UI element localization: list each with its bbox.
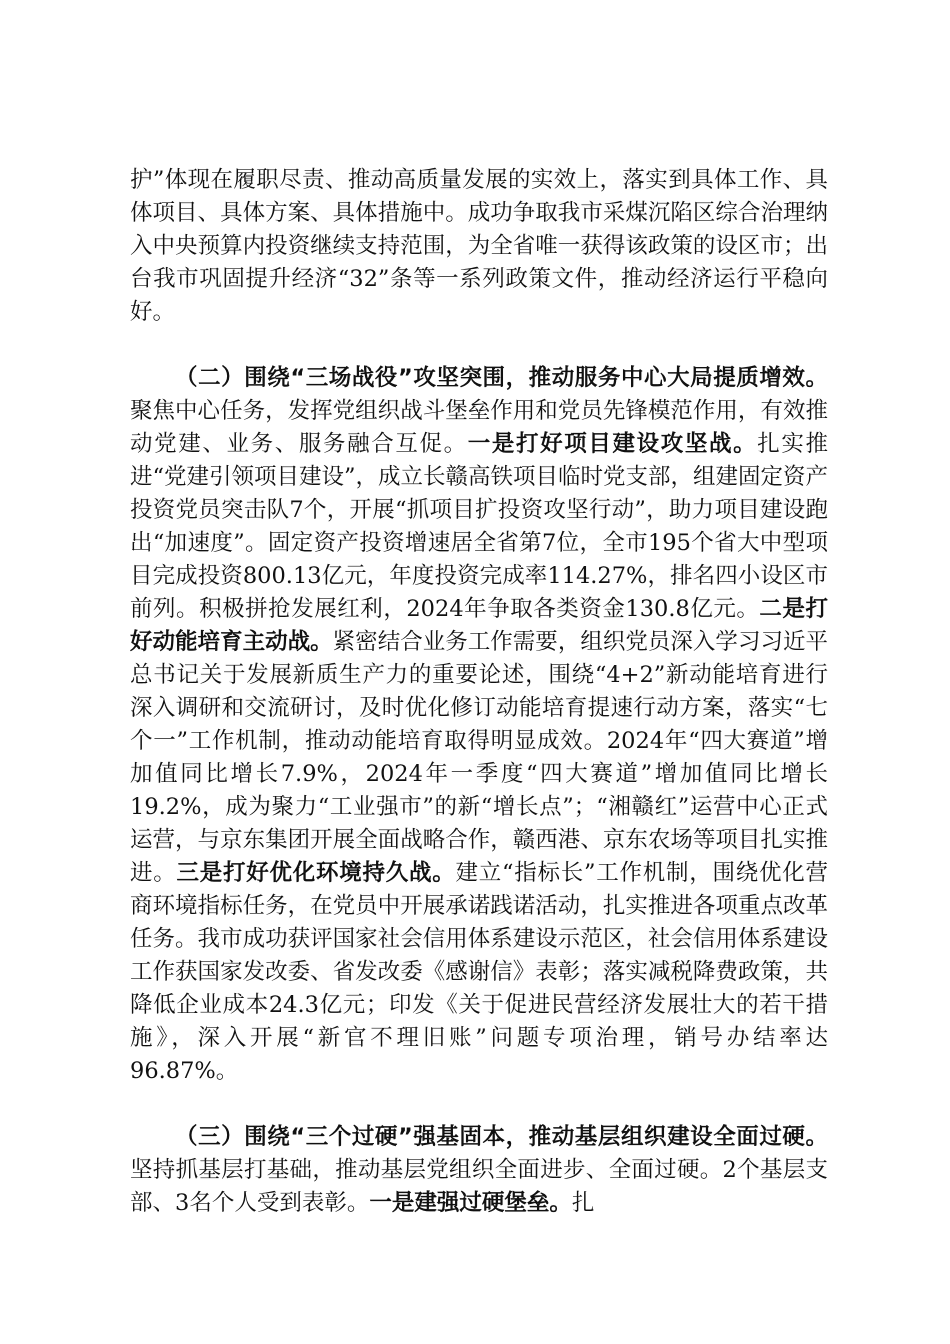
section-3-paragraph <box>130 1121 828 1220</box>
section-3-heading: （三）围绕“三个过硬”强基固本，推动基层组织建设全面过硬。 <box>175 1124 828 1150</box>
section-3-text: 坚持抓基层打基础，推动基层党组织全面进步、全面过硬。2个基层支部、3名个人受到表彰。 <box>130 1157 828 1216</box>
section-2-text: 聚焦中心任务，发挥党组织战斗堡垒作用和党员先锋模范作用，有效推动党建、业务、服务融合互促。 <box>130 398 828 457</box>
section-3-point-1: 一是建强过硬堡垒。 <box>369 1190 572 1216</box>
section-2-point-3: 三是打好优化环境持久战。 <box>176 860 456 886</box>
section-2-paragraph <box>130 362 828 1088</box>
section-2-text: 扎实推进“党建引领项目建设”，成立长赣高铁项目临时党支部，组建固定资产投资党员突击队7个，开展“抓项目扩投资攻坚行动”，助力项目建设跑出“加速度”。固定资产投资增速居全省第7位，全市195个省大中型项目完成投资800.13亿元，年度投资完成率114.27%，排名四小设区市前列。积极拼抢发展红利，2024年争取各类资金130.8亿元。 <box>130 431 829 622</box>
section-2-heading: （二）围绕“三场战役”攻坚突围，推动服务中心大局提质增效。 <box>175 365 828 391</box>
paragraph-1 <box>130 164 828 329</box>
section-3-text: 扎 <box>571 1190 595 1216</box>
section-2-text: 紧密结合业务工作需要，组织党员深入学习习近平总书记关于发展新质生产力的重要论述，围绕“4+2”新动能培育进行深入调研和交流研讨，及时优化修订动能培育提速行动方案，落实“七个一”工作机制，推动动能培育取得明显成效。2024年“四大赛道”增加值同比增长7.9%，2024年一季度“四大赛道”增加值同比增长19.2%，成为聚力“工业强市”的新“增长点”；“湘赣红”运营中心正式运营，与京东集团开展全面战略合作，赣西港、京东农场等项目扎实推进。 <box>130 629 828 886</box>
section-2-point-2: 二是打好动能培育主动战。 <box>130 596 828 655</box>
section-2-text: 建立“指标长”工作机制，围绕优化营商环境指标任务，在党员中开展承诺践诺活动，扎实推进各项重点改革任务。我市成功获评国家社会信用体系建设示范区，社会信用体系建设工作获国家发改委、省发改委《感谢信》表彰；落实减税降费政策，共降低企业成本24.3亿元；印发《关于促进民营经济发展壮大的若干措施》，深入开展“新官不理旧账”问题专项治理，销号办结率达96.87%。 <box>130 860 828 1084</box>
paragraph-1-text: 护”体现在履职尽责、推动高质量发展的实效上，落实到具体工作、具体项目、具体方案、具体措施中。成功争取我市采煤沉陷区综合治理纳入中央预算内投资继续支持范围，为全省唯一获得该政策的设区市；出台我市巩固提升经济“32”条等一系列政策文件，推动经济运行平稳向好。 <box>130 167 828 325</box>
paragraph-gap <box>130 1088 828 1121</box>
paragraph-gap <box>130 329 828 362</box>
document-body <box>130 164 828 1220</box>
section-2-point-1: 一是打好项目建设攻坚战。 <box>467 431 758 457</box>
